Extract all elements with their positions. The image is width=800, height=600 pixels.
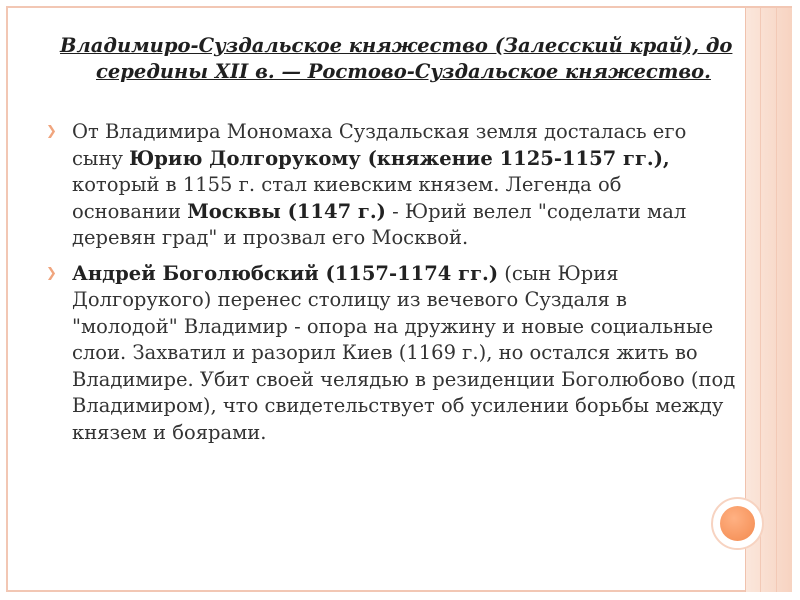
paragraph-text: (сын Юрия Долгорукого) перенес столицу из вечевого Суздаля в "молодой" Владимир - опора на дружину и новые социальные слои. Захватил и разорил Киев (1169 г.), но остался жить во Владимире. Убит своей челядью в резиденции Боголюбово (под Владимиром), что свидетельствует об усилении борьбы между князем и боярами. xyxy=(72,261,736,444)
list-item xyxy=(46,119,736,252)
paragraph-bold: Юрию Долгорукому (княжение 1125-1157 гг.), xyxy=(129,146,670,170)
bullet-list xyxy=(46,119,736,455)
decorative-circle-icon xyxy=(711,497,764,550)
paragraph-bold: Москвы (1147 г.) xyxy=(187,199,386,223)
paragraph-bold: Андрей Боголюбский (1157-1174 гг.) xyxy=(72,261,499,285)
paragraph-text: - Юрий велел "соделати мал деревян град" и прозвал его Москвой. xyxy=(72,199,687,249)
arrow-bullet-icon: ❯ xyxy=(46,265,57,281)
arrow-bullet-icon: ❯ xyxy=(46,124,57,139)
slide-title xyxy=(60,33,740,85)
paragraph-text: который в 1155 г. стал киевским князем. Легенда об основании xyxy=(72,173,622,223)
list-item xyxy=(46,261,736,447)
title-line-1: Владимиро-Суздальское княжество (Залесский край), до xyxy=(60,34,733,57)
title-line-2: середины XII в. — Ростово-Суздальское княжество. xyxy=(96,60,711,83)
paragraph-text: От Владимира Мономаха Суздальская земля досталась его сыну xyxy=(72,120,687,170)
